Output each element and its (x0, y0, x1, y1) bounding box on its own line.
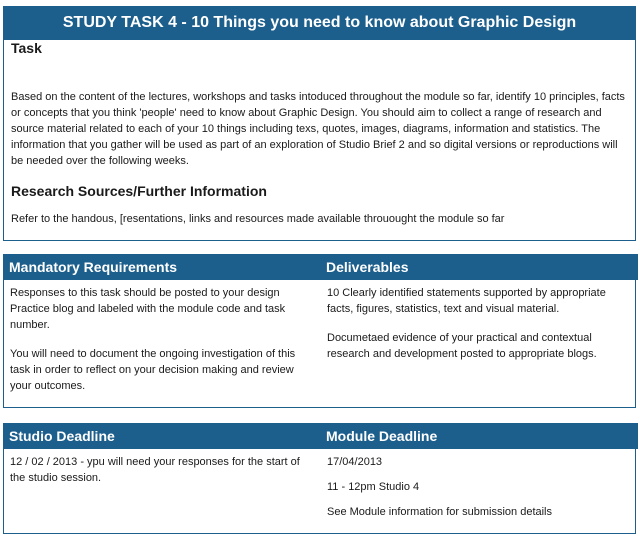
studio-deadline-heading: Studio Deadline (3, 423, 320, 449)
studio-deadline-text (10, 454, 305, 499)
research-text: Refer to the handous, [resentations, links and resources made available throuought the module so far (11, 213, 505, 225)
deliverables-paragraph-1: 10 Clearly identified statements supported by appropriate facts, figures, statistics, text and visual material. (327, 287, 606, 315)
deliverables-heading: Deliverables (320, 254, 638, 280)
mandatory-requirements-text (10, 285, 305, 407)
deliverables-paragraph-2: Documetaed evidence of your practical and contextual research and development posted to appropriate blogs. (327, 332, 597, 360)
task-heading: Task (11, 40, 42, 56)
deliverables-text (327, 285, 622, 375)
module-deadline-heading: Module Deadline (320, 423, 638, 449)
research-heading: Research Sources/Further Information (11, 183, 267, 199)
requirements-panel (3, 254, 636, 408)
task-description: Based on the content of the lectures, workshops and tasks intoduced throughout the module so far, identify 10 principles, facts or concepts that you think 'people' need to know about Graphic Design. You should aim to collect a range of research and source material related to each of your 10 things including texs, quotes, images, diagrams, information and statistics. The information that you gather will be used as part of an exploration of Studio Brief 2 and so digital versions or reproductions will be needed over the following weeks. (11, 91, 625, 167)
module-deadline-date: 17/04/2013 (327, 456, 383, 468)
deadlines-panel (3, 423, 636, 534)
module-deadline-time: 11 - 12pm Studio 4 (327, 481, 420, 493)
studio-deadline-paragraph: 12 / 02 / 2013 - ypu will need your responses for the start of the studio session. (10, 456, 300, 484)
page-title: STUDY TASK 4 - 10 Things you need to know about Graphic Design (3, 6, 636, 40)
task-panel (3, 6, 636, 241)
mandatory-paragraph-1: Responses to this task should be posted to your design Practice blog and labeled with the module code and task number. (10, 287, 286, 331)
module-deadline-note: See Module information for submission details (327, 506, 553, 518)
mandatory-requirements-heading: Mandatory Requirements (3, 254, 320, 280)
mandatory-paragraph-2: You will need to document the ongoing investigation of this task in order to reflect on your decision making and review your outcomes. (10, 348, 296, 392)
module-deadline-text (327, 454, 622, 533)
